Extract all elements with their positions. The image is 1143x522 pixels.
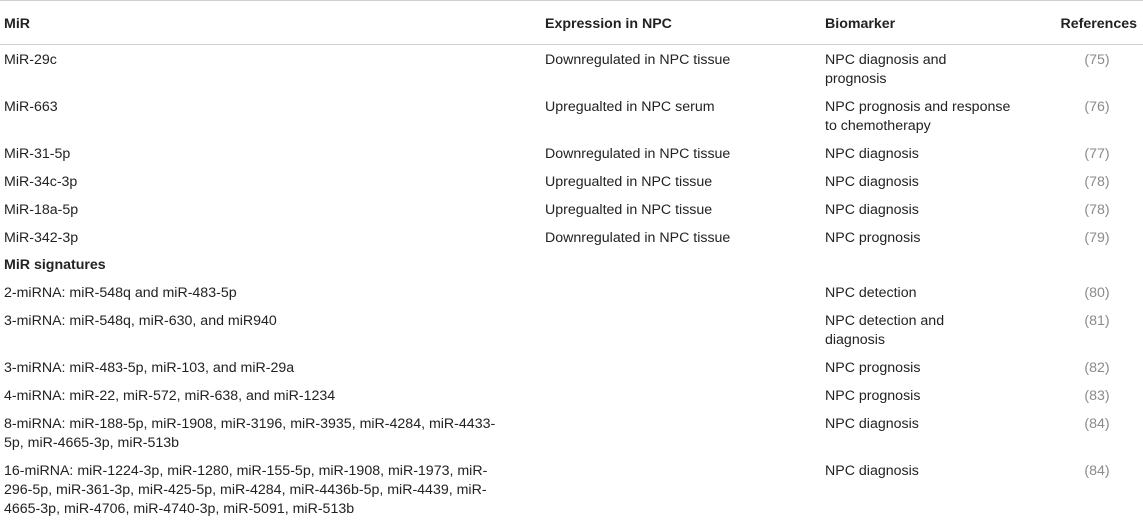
reference-link[interactable]: (80) <box>1084 285 1110 301</box>
cell-mir: MiR-663 <box>4 99 58 115</box>
cell-mir: 2-miRNA: miR-548q and miR-483-5p <box>4 285 237 301</box>
table-row <box>0 140 1143 168</box>
reference-link[interactable]: (78) <box>1084 174 1110 190</box>
reference-link[interactable]: (75) <box>1084 52 1110 68</box>
cell-expression <box>541 382 821 410</box>
cell-biomarker: NPC detection and diagnosis <box>825 313 945 348</box>
cell-expression <box>541 410 821 457</box>
cell-mir: MiR-18a-5p <box>4 202 79 218</box>
cell-mir: MiR-31-5p <box>4 146 71 162</box>
table-row <box>0 196 1143 224</box>
cell-expression <box>541 279 821 307</box>
cell-biomarker: NPC diagnosis <box>825 146 919 162</box>
header-references: References <box>1051 1 1143 45</box>
table-row <box>0 307 1143 354</box>
reference-link[interactable]: (78) <box>1084 202 1110 218</box>
cell-expression <box>541 307 821 354</box>
header-expression: Expression in NPC <box>541 1 821 45</box>
table-row <box>0 168 1143 196</box>
section-row <box>0 252 1143 279</box>
cell-mir: MiR-29c <box>4 52 57 68</box>
cell-mir: 3-miRNA: miR-483-5p, miR-103, and miR-29a <box>4 360 295 376</box>
table-row <box>0 45 1143 94</box>
cell-biomarker: NPC detection <box>825 285 917 301</box>
table-row <box>0 457 1143 521</box>
cell-mir: MiR-34c-3p <box>4 174 78 190</box>
cell-biomarker: NPC diagnosis <box>825 174 919 190</box>
reference-link[interactable]: (84) <box>1084 416 1110 432</box>
cell-biomarker: NPC prognosis <box>825 388 921 404</box>
reference-link[interactable]: (81) <box>1084 313 1110 329</box>
cell-expression: Downregulated in NPC tissue <box>545 52 731 68</box>
cell-mir: MiR-342-3p <box>4 230 79 246</box>
cell-expression: Upregualted in NPC tissue <box>545 202 713 218</box>
cell-biomarker: NPC diagnosis <box>825 463 919 479</box>
cell-biomarker: NPC prognosis and response to chemotherapy <box>825 99 1011 134</box>
cell-biomarker: NPC diagnosis and prognosis <box>825 52 947 87</box>
cell-biomarker: NPC prognosis <box>825 360 921 376</box>
section-title: MiR signatures <box>4 257 106 273</box>
reference-link[interactable]: (82) <box>1084 360 1110 376</box>
header-mir: MiR <box>0 1 541 45</box>
cell-expression: Downregulated in NPC tissue <box>545 146 731 162</box>
header-biomarker: Biomarker <box>821 1 1051 45</box>
table-row <box>0 279 1143 307</box>
table-row <box>0 382 1143 410</box>
cell-biomarker: NPC diagnosis <box>825 202 919 218</box>
table-row <box>0 93 1143 140</box>
cell-mir: 16-miRNA: miR-1224-3p, miR-1280, miR-155-5p, miR-1908, miR-1973, miR-296-5p, miR-361-3p, miR-425-5p, miR-4284, miR-4436b-5p, miR-4439, miR-4665-3p, miR-4706, miR-4740-3p, miR-5091, miR-513b <box>4 463 488 517</box>
reference-link[interactable]: (79) <box>1084 230 1110 246</box>
cell-expression: Upregualted in NPC serum <box>545 99 715 115</box>
cell-biomarker: NPC diagnosis <box>825 416 919 432</box>
reference-link[interactable]: (84) <box>1084 463 1110 479</box>
cell-mir: 4-miRNA: miR-22, miR-572, miR-638, and miR-1234 <box>4 388 336 404</box>
cell-mir: 8-miRNA: miR-188-5p, miR-1908, miR-3196, miR-3935, miR-4284, miR-4433-5p, miR-4665-3p, miR-513b <box>4 416 496 451</box>
table-row <box>0 354 1143 382</box>
cell-expression <box>541 354 821 382</box>
table-row <box>0 224 1143 252</box>
table-row <box>0 410 1143 457</box>
cell-biomarker: NPC prognosis <box>825 230 921 246</box>
reference-link[interactable]: (77) <box>1084 146 1110 162</box>
reference-link[interactable]: (83) <box>1084 388 1110 404</box>
cell-expression <box>541 457 821 521</box>
cell-expression: Downregulated in NPC tissue <box>545 230 731 246</box>
cell-mir: 3-miRNA: miR-548q, miR-630, and miR940 <box>4 313 277 329</box>
header-row <box>0 1 1143 45</box>
reference-link[interactable]: (76) <box>1084 99 1110 115</box>
cell-expression: Upregualted in NPC tissue <box>545 174 713 190</box>
